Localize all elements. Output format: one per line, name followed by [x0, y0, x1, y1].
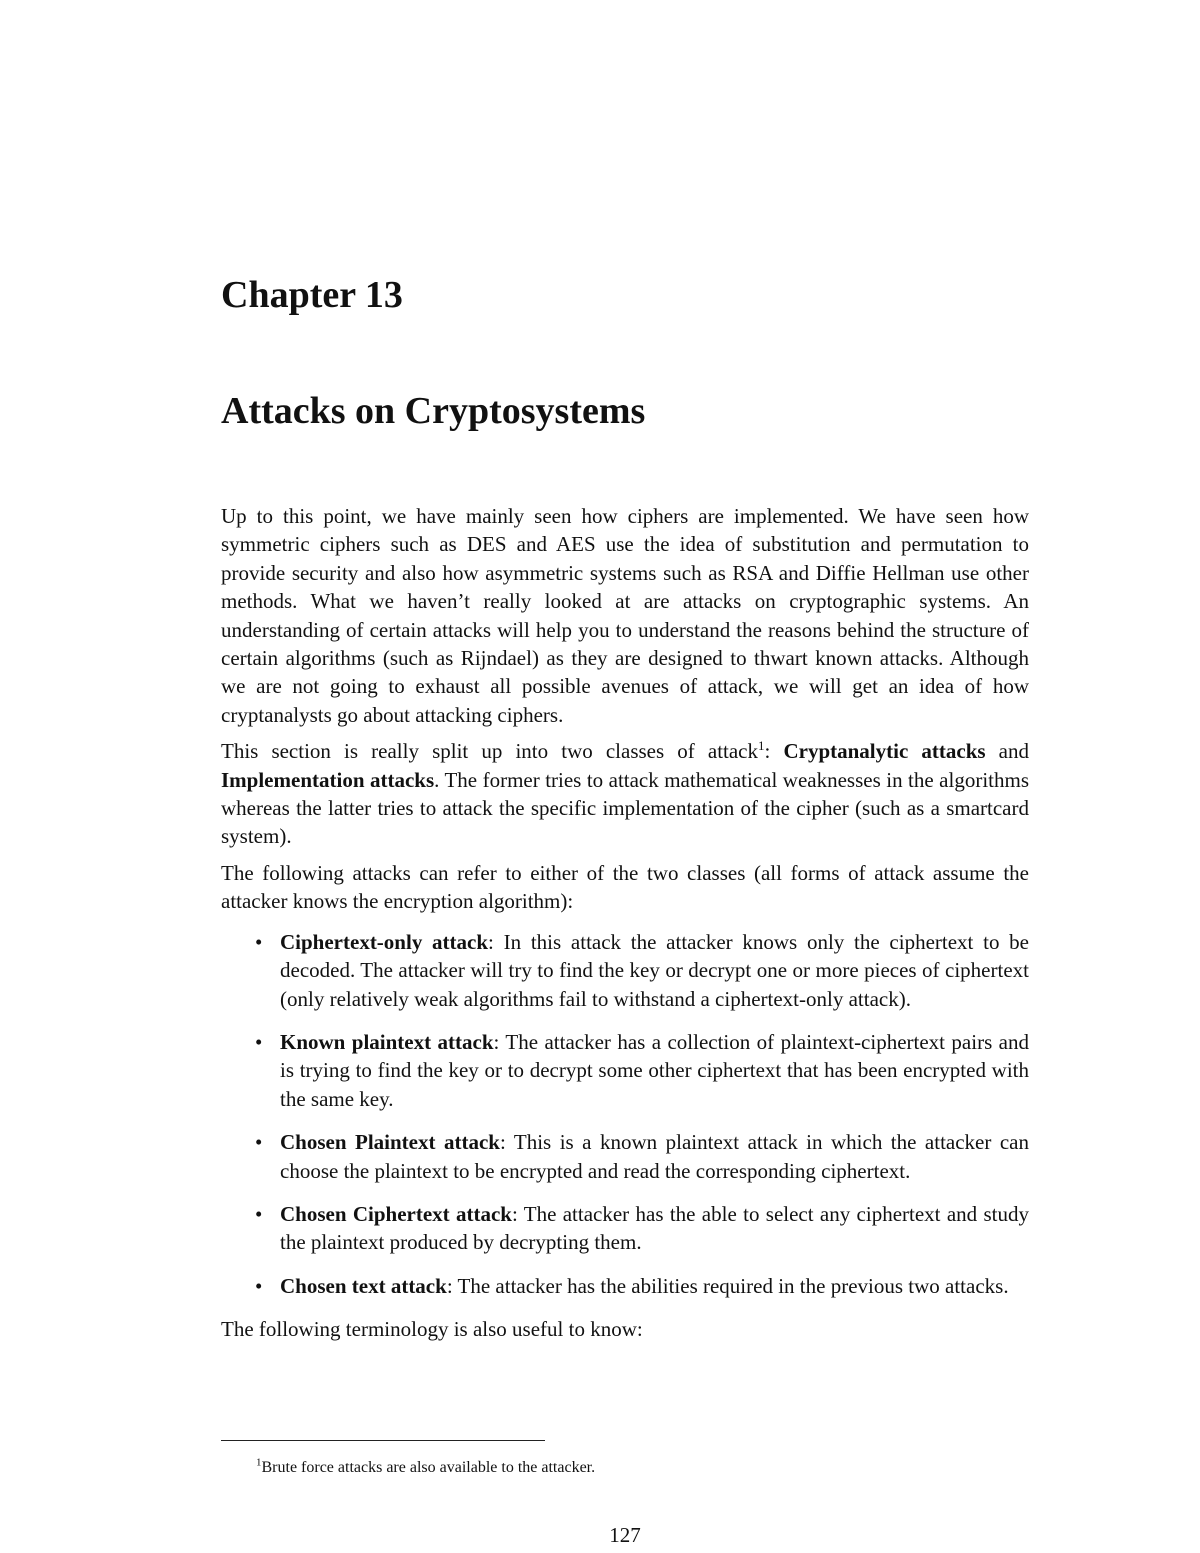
- attack-description: : This is a known plaintext attack in which the attacker can choose the plaintext to be encrypted and read the corresponding ciphertext.: [280, 1130, 1029, 1183]
- list-item-chosen-text-attack: [221, 1272, 1029, 1300]
- attack-classes-paragraph: [221, 737, 1029, 851]
- attack-term: Chosen Ciphertext attack: [280, 1201, 512, 1226]
- footnote-reference[interactable]: 1: [758, 738, 765, 754]
- bullet-icon: •: [255, 929, 263, 954]
- term-cryptanalytic-attacks: Cryptanalytic attacks: [783, 739, 986, 764]
- list-item-chosen-plaintext-attack: [221, 1128, 1029, 1185]
- attack-description: : The attacker has the abilities required in the previous two attacks.: [446, 1273, 1009, 1298]
- attack-list: [221, 928, 1029, 1300]
- terminology-intro: The following terminology is also useful to know:: [221, 1317, 643, 1342]
- intro-paragraph: Up to this point, we have mainly seen how ciphers are implemented. We have seen how symmetric ciphers such as DES and AES use the idea of substitution and permutation to provide security and also how asymmetric systems such as RSA and Diffie Hellman use other methods. What we haven’t really looked at are attacks on cryptographic systems. An understanding of certain attacks will help you to understand the reasons behind the structure of certain algorithms (such as Rijndael) as they are designed to thwart known attacks. Although we are not going to exhaust all possible avenues of attack, we will get an idea of how cryptanalysts go about attacking ciphers.: [221, 504, 1029, 727]
- chapter-body: [221, 502, 1029, 1352]
- page-number: 127: [609, 1523, 641, 1547]
- bullet-icon: •: [255, 1029, 263, 1054]
- attack-description: : In this attack the attacker knows only the ciphertext to be decoded. The attacker will try to find the key or decrypt one or more pieces of ciphertext (only relatively weak algorithms fail to withstand a ciphertext-only attack).: [280, 929, 1029, 1011]
- attack-term: Chosen Plaintext attack: [280, 1130, 500, 1155]
- attack-term: Chosen text attack: [280, 1273, 447, 1298]
- attack-classes-text-a: This section is really split up into two classes of attack: [221, 739, 759, 764]
- attack-list-intro: The following attacks can refer to either of the two classes (all forms of attack assume the attacker knows the encryption algorithm):: [221, 860, 1029, 914]
- footnote-mark: 1: [256, 1456, 262, 1469]
- bullet-icon: •: [255, 1201, 263, 1226]
- chapter-label: Chapter 13: [221, 274, 403, 316]
- list-item-chosen-ciphertext-attack: [221, 1200, 1029, 1257]
- attack-classes-text-d: . The former tries to attack mathematical weaknesses in the algorithms whereas the latter tries to attack the specific implementation of the cipher (such as a smartcard system).: [221, 767, 1029, 849]
- attack-term: Ciphertext-only attack: [280, 929, 489, 954]
- attack-term: Known plaintext attack: [280, 1029, 494, 1054]
- attack-description: : The attacker has the able to select any ciphertext and study the plaintext produced by decrypting them.: [280, 1201, 1029, 1255]
- attack-classes-text-b: :: [764, 739, 784, 764]
- list-item-known-plaintext-attack: [221, 1028, 1029, 1113]
- document-page: [221, 0, 1029, 1553]
- footnote: [256, 1457, 595, 1479]
- attack-classes-text-c: and: [985, 739, 1029, 764]
- bullet-icon: •: [255, 1273, 263, 1298]
- footnote-divider: [221, 1440, 545, 1441]
- list-item-ciphertext-only-attack: [221, 928, 1029, 1013]
- attack-description: : The attacker has a collection of plaintext-ciphertext pairs and is trying to find the key or to decrypt some other ciphertext that has been encrypted with the same key.: [280, 1029, 1029, 1111]
- bullet-icon: •: [255, 1130, 263, 1155]
- footnote-text: Brute force attacks are also available to the attacker.: [261, 1459, 596, 1476]
- term-implementation-attacks: Implementation attacks: [221, 767, 435, 792]
- chapter-title: Attacks on Cryptosystems: [221, 390, 646, 432]
